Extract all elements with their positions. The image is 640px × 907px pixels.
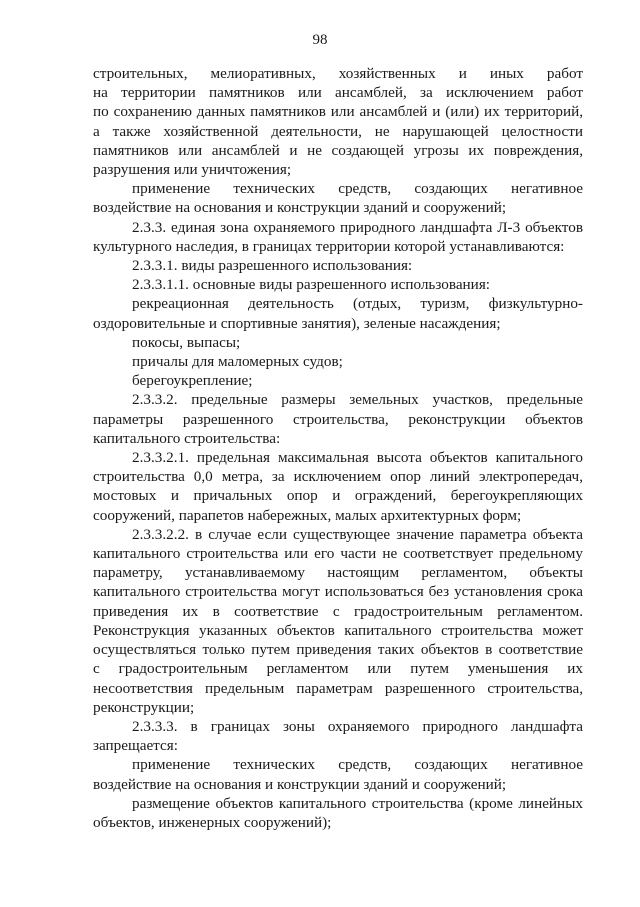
text-line: памятников или ансамблей и не создающей угрозы их повреждения,: [93, 141, 583, 159]
text-line: объектов, инженерных сооружений);: [93, 813, 332, 831]
text-line: размещение объектов капитального строительства (кроме линейных: [132, 794, 583, 812]
text-line: 2.3.3.1. виды разрешенного использования:: [132, 257, 413, 275]
text-line: применение технических средств, создающих негативное: [132, 180, 583, 198]
text-line: а также хозяйственной деятельности, не нарушающей целостности: [93, 122, 583, 140]
text-line: берегоукрепление;: [132, 372, 253, 390]
text-line: воздействие на основания и конструкции зданий и сооружений;: [93, 199, 507, 217]
text-line: строительства 0,0 метра, за исключением опор линий электропередач,: [93, 468, 583, 486]
text-line: применение технических средств, создающих негативное: [132, 756, 583, 774]
text-line: реконструкции;: [93, 698, 195, 716]
text-line: параметру, устанавливаемому настоящим регламентом, объекты: [93, 564, 583, 582]
document-body: [93, 64, 583, 832]
text-line: сооружений, парапетов набережных, малых архитектурных форм;: [93, 506, 522, 524]
text-line: по сохранению данных памятников или ансамблей и (или) их территорий,: [93, 103, 583, 121]
text-line: на территории памятников или ансамблей, за исключением работ: [93, 84, 583, 102]
text-line: строительных, мелиоративных, хозяйственных и иных работ: [93, 65, 583, 82]
text-line: рекреационная деятельность (отдых, туризм, физкультурно-: [132, 295, 583, 313]
text-line: причалы для маломерных судов;: [132, 353, 343, 371]
text-line: покосы, выпасы;: [132, 333, 241, 351]
text-line: мостовых и причальных опор и ограждений, берегоукрепляющих: [93, 487, 583, 505]
text-line: 2.3.3.2.2. в случае если существующее значение параметра объекта: [132, 525, 583, 543]
text-line: оздоровительные и спортивные занятия), зеленые насаждения;: [93, 314, 501, 332]
text-line: капитального строительства могут использоваться без установления срока: [93, 583, 583, 601]
text-line: 2.3.3.1.1. основные виды разрешенного использования:: [132, 276, 491, 294]
text-line: культурного наследия, в границах территории которой устанавливаются:: [93, 237, 565, 255]
text-line: 2.3.3.3. в границах зоны охраняемого природного ландшафта: [132, 717, 583, 735]
page-number: 98: [312, 32, 328, 48]
text-line: параметры разрешенного строительства, реконструкции объектов: [93, 410, 583, 428]
text-line: воздействие на основания и конструкции зданий и сооружений;: [93, 775, 507, 793]
text-line: приведения их в соответствие с градостроительным регламентом.: [93, 602, 583, 620]
text-line: 2.3.3.2. предельные размеры земельных участков, предельные: [132, 391, 583, 409]
text-line: разрушения или уничтожения;: [93, 161, 292, 179]
text-line: осуществляться только путем приведения таких объектов в соответствие: [93, 641, 583, 659]
text-line: 2.3.3. единая зона охраняемого природного ландшафта Л-3 объектов: [132, 218, 583, 236]
text-line: капитального строительства:: [93, 429, 281, 447]
text-line: капитального строительства или его части не соответствует предельному: [93, 545, 583, 563]
text-line: Реконструкция указанных объектов капитального строительства может: [93, 621, 583, 639]
text-line: несоответствия предельным параметрам разрешенного строительства,: [93, 679, 583, 697]
text-line: запрещается:: [93, 737, 178, 755]
text-line: 2.3.3.2.1. предельная максимальная высота объектов капитального: [132, 449, 583, 467]
text-line: с градостроительным регламентом или путем уменьшения их: [93, 660, 583, 678]
